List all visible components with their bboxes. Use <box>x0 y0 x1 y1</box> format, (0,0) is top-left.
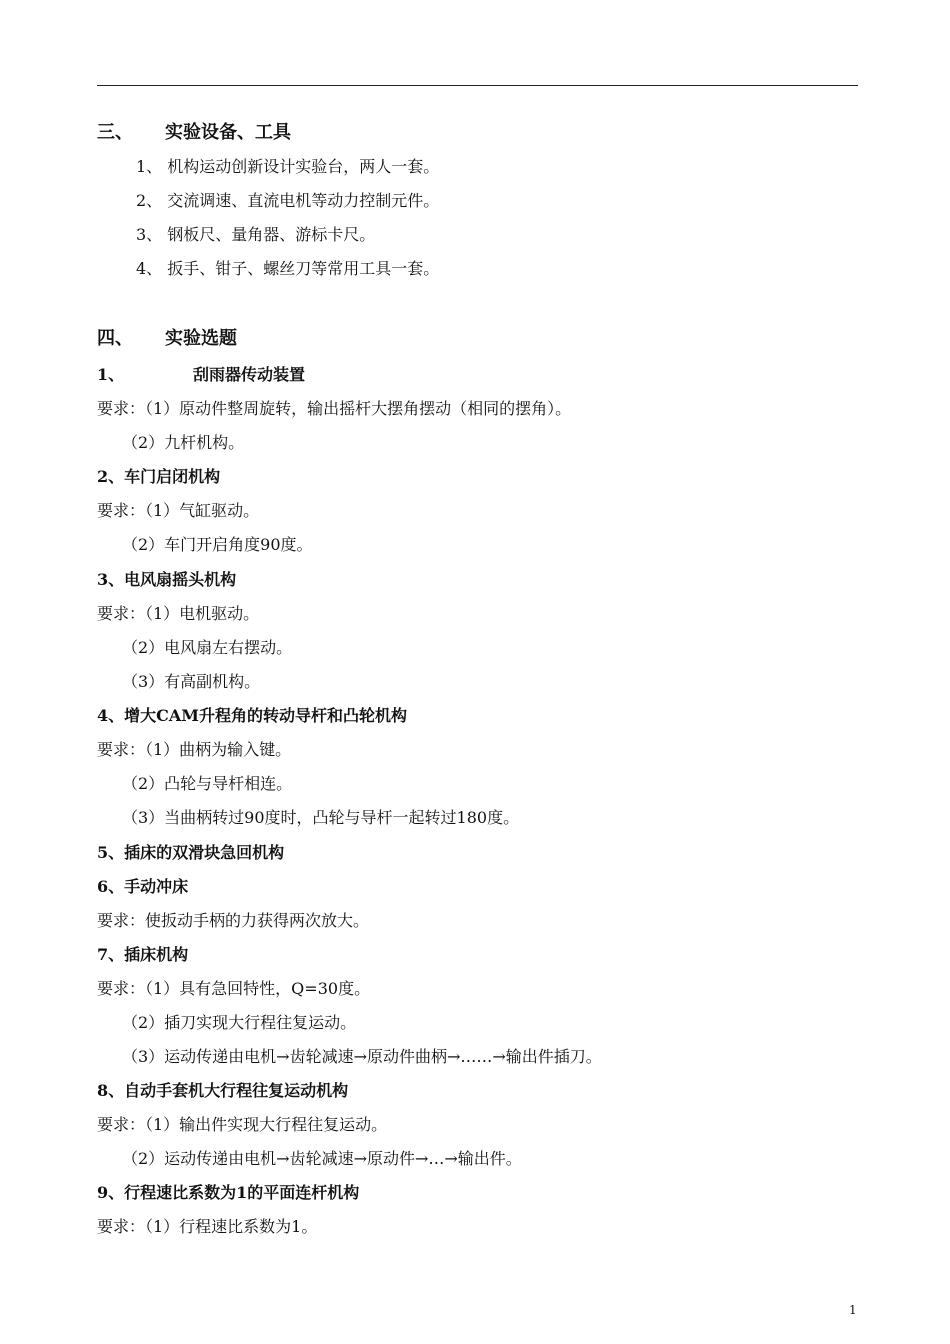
requirement-line: 要求：（1）电机驱动。 <box>97 604 260 623</box>
requirement-line: （2）车门开启角度90度。 <box>122 535 313 554</box>
requirement-line: （2）电风扇左右摆动。 <box>122 638 293 657</box>
page-number: 1 <box>849 1303 857 1317</box>
topic-title: 7、插床机构 <box>97 945 189 964</box>
requirement-line: 要求：（1）具有急回特性，Q=30度。 <box>97 979 371 998</box>
requirement-line: （2）凸轮与导杆相连。 <box>122 774 293 793</box>
requirement-line: （2）插刀实现大行程往复运动。 <box>122 1013 357 1032</box>
requirement-line: 要求：使扳动手柄的力获得两次放大。 <box>97 911 370 930</box>
equipment-item: 4、 扳手、钳子、螺丝刀等常用工具一套。 <box>136 259 440 278</box>
topic-title: 5、插床的双滑块急回机构 <box>97 843 285 862</box>
requirement-line: （2）运动传递由电机→齿轮减速→原动件→…→输出件。 <box>122 1149 522 1168</box>
equipment-item: 2、 交流调速、直流电机等动力控制元件。 <box>136 191 440 210</box>
requirement-line: 要求：（1）输出件实现大行程往复运动。 <box>97 1115 388 1134</box>
topic-title: 3、电风扇摇头机构 <box>97 570 237 589</box>
requirement-line: 要求：（1）原动件整周旋转，输出摇杆大摆角摆动（相同的摆角）。 <box>97 399 572 418</box>
requirement-line: （3）当曲柄转过90度时，凸轮与导杆一起转过180度。 <box>122 808 520 827</box>
section3-title: 实验设备、工具 <box>165 122 291 143</box>
section4-number: 四、 <box>97 328 133 349</box>
topic-title: 刮雨器传动装置 <box>193 365 306 384</box>
topic-title: 9、行程速比系数为1的平面连杆机构 <box>97 1183 360 1202</box>
equipment-item: 1、 机构运动创新设计实验台，两人一套。 <box>136 157 440 176</box>
requirement-line: （3）有高副机构。 <box>122 672 261 691</box>
requirement-line: 要求：（1）曲柄为输入键。 <box>97 740 292 759</box>
requirement-line: 要求：（1）行程速比系数为1。 <box>97 1217 318 1236</box>
requirement-line: （3）运动传递由电机→齿轮减速→原动件曲柄→……→输出件插刀。 <box>122 1047 602 1066</box>
topic-title: 6、手动冲床 <box>97 877 189 896</box>
topic-number: 1、 <box>97 365 125 384</box>
topic-title: 2、车门启闭机构 <box>97 467 221 486</box>
header-rule <box>97 85 858 86</box>
section3-number: 三、 <box>97 122 133 143</box>
section4-title: 实验选题 <box>165 328 237 349</box>
requirement-line: （2）九杆机构。 <box>122 433 245 452</box>
requirement-line: 要求：（1）气缸驱动。 <box>97 501 260 520</box>
topic-title: 4、增大CAM升程角的转动导杆和凸轮机构 <box>97 706 407 725</box>
equipment-item: 3、 钢板尺、量角器、游标卡尺。 <box>136 225 376 244</box>
topic-title: 8、自动手套机大行程往复运动机构 <box>97 1081 349 1100</box>
